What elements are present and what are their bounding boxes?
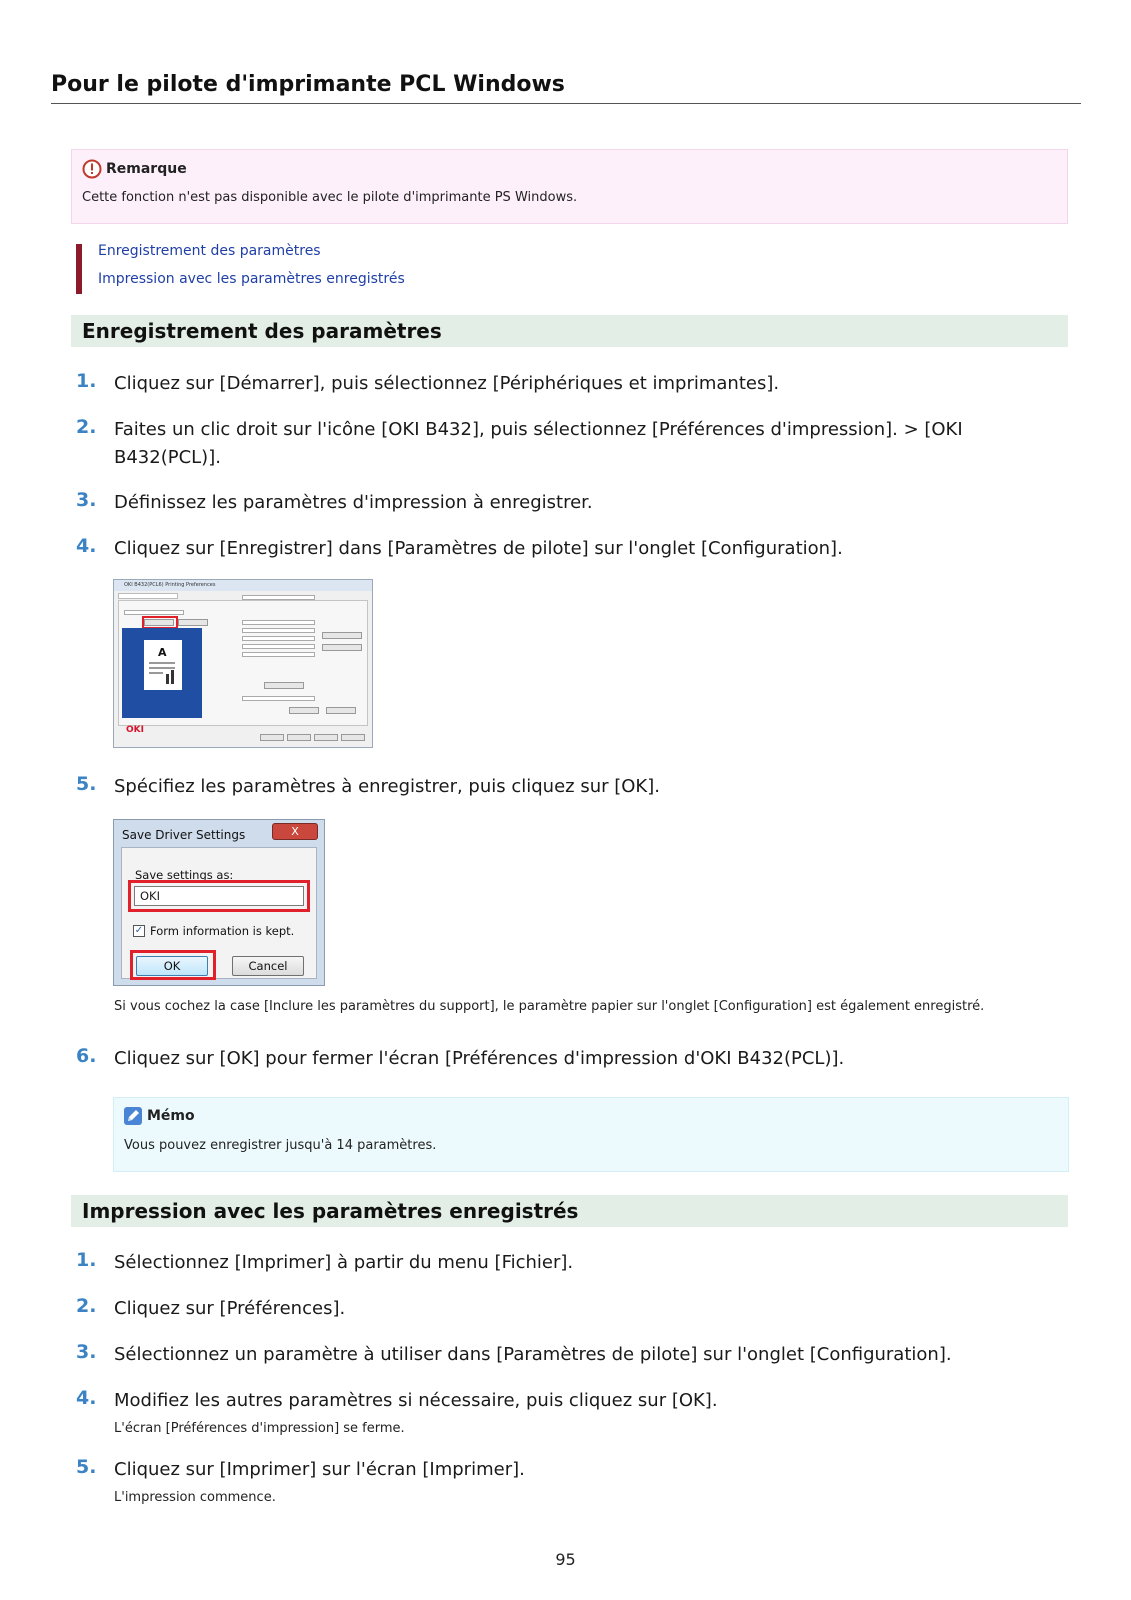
step-text: Cliquez sur [Imprimer] sur l'écran [Imprimer]. <box>114 1459 525 1480</box>
section-heading-enregistrement: Enregistrement des paramètres <box>71 315 1068 347</box>
highlight-box <box>130 950 216 980</box>
step-text: Spécifiez les paramètres à enregistrer, puis cliquez sur [OK]. <box>114 776 660 797</box>
step-text: Modifiez les autres paramètres si nécessaire, puis cliquez sur [OK]. <box>114 1390 718 1411</box>
section-heading-impression: Impression avec les paramètres enregistrés <box>71 1195 1068 1227</box>
memo-box <box>113 1097 1069 1172</box>
step-number: 5. <box>76 1456 97 1478</box>
duplex-combo <box>242 652 315 657</box>
default-button <box>326 707 356 714</box>
highlight-box <box>128 880 310 912</box>
tab-strip <box>118 593 178 599</box>
about-button <box>289 707 319 714</box>
help-button <box>341 734 365 741</box>
save-settings-input: OKI <box>134 886 304 906</box>
memo-header <box>123 1106 195 1126</box>
oki-logo: OKI <box>126 725 144 735</box>
weight-combo <box>242 636 315 641</box>
toner-saving-combo <box>242 696 315 701</box>
paper-feed-options-button <box>322 632 362 639</box>
remarque-label: Remarque <box>106 161 187 177</box>
step-number: 3. <box>76 1341 97 1363</box>
step-number: 5. <box>76 773 97 795</box>
page-number: 95 <box>555 1550 576 1569</box>
remarque-header <box>82 159 187 179</box>
cancel-button: Cancel <box>232 956 304 976</box>
driver-setting-combo <box>124 610 184 615</box>
step-4-note: L'écran [Préférences d'impression] se ferme. <box>114 1421 405 1436</box>
step-number: 3. <box>76 489 97 511</box>
remarque-text: Cette fonction n'est pas disponible avec le pilote d'imprimante PS Windows. <box>82 190 578 205</box>
step-5-note: L'impression commence. <box>114 1490 276 1505</box>
step-5-note: Si vous cochez la case [Inclure les paramètres du support], le paramètre papier sur l'onglet [Configuration] est également enregistré. <box>114 999 985 1014</box>
save-driver-settings-screenshot <box>113 819 325 986</box>
step-text: Sélectionnez [Imprimer] à partir du menu [Fichier]. <box>114 1252 574 1273</box>
step-text: Cliquez sur [OK] pour fermer l'écran [Préférences d'impression d'OKI B432(PCL)]. <box>114 1048 845 1069</box>
step-number: 6. <box>76 1045 97 1067</box>
memo-text: Vous pouvez enregistrer jusqu'à 14 paramètres. <box>124 1138 437 1153</box>
save-settings-label: Save settings as: <box>135 868 234 882</box>
step-text: Cliquez sur [Enregistrer] dans [Paramètres de pilote] sur l'onglet [Configuration]. <box>114 538 843 559</box>
letter-glyph: A <box>158 646 167 659</box>
warning-circle-icon <box>82 159 102 179</box>
checkmark-icon: ✓ <box>134 925 144 936</box>
text-line <box>149 667 175 669</box>
step-text: Cliquez sur [Préférences]. <box>114 1298 346 1319</box>
step-number: 2. <box>76 1295 97 1317</box>
text-line <box>149 662 175 664</box>
pencil-note-icon <box>123 1106 143 1126</box>
memo-label: Mémo <box>147 1108 195 1124</box>
type-combo <box>242 628 315 633</box>
apply-button <box>314 734 338 741</box>
paper-preview <box>144 640 182 690</box>
step-number: 2. <box>76 416 97 438</box>
dialog-body <box>121 847 317 979</box>
detail-button <box>264 682 304 689</box>
bar-glyph <box>166 674 169 684</box>
form-info-label: Form information is kept. <box>150 924 295 938</box>
close-icon: X <box>272 823 318 840</box>
step-number: 4. <box>76 1387 97 1409</box>
step-number: 1. <box>76 370 97 392</box>
ok-button <box>260 734 284 741</box>
dialog-title: Save Driver Settings <box>122 828 246 842</box>
step-text: Faites un clic droit sur l'icône [OKI B432], puis sélectionnez [Préférences d'impression]. > [OKI B432(PCL)]. <box>114 419 963 468</box>
source-combo <box>242 620 315 625</box>
step-text: Définissez les paramètres d'impression à enregistrer. <box>114 492 593 513</box>
finishing-combo <box>242 644 315 649</box>
step-number: 1. <box>76 1249 97 1271</box>
step-number: 4. <box>76 535 97 557</box>
printing-preferences-screenshot <box>113 579 373 748</box>
size-combo <box>242 595 315 600</box>
options-button <box>322 644 362 651</box>
toc-link-enregistrement[interactable]: Enregistrement des paramètres <box>98 243 321 259</box>
bar-glyph <box>171 670 174 684</box>
window-title: OKI B432(PCL6) Printing Preferences <box>114 580 372 591</box>
text-line <box>149 672 163 674</box>
cancel-button <box>287 734 311 741</box>
step-text: Cliquez sur [Démarrer], puis sélectionnez [Périphériques et imprimantes]. <box>114 373 780 394</box>
table-of-contents <box>76 244 676 294</box>
preview-area <box>122 628 202 718</box>
step-text: Sélectionnez un paramètre à utiliser dans [Paramètres de pilote] sur l'onglet [Configuration]. <box>114 1344 952 1365</box>
management-button <box>178 619 208 626</box>
ok-button: OK <box>136 956 208 976</box>
page-title: Pour le pilote d'imprimante PCL Windows <box>51 72 1081 104</box>
toc-link-impression[interactable]: Impression avec les paramètres enregistrés <box>98 271 405 287</box>
remarque-box <box>71 149 1068 224</box>
